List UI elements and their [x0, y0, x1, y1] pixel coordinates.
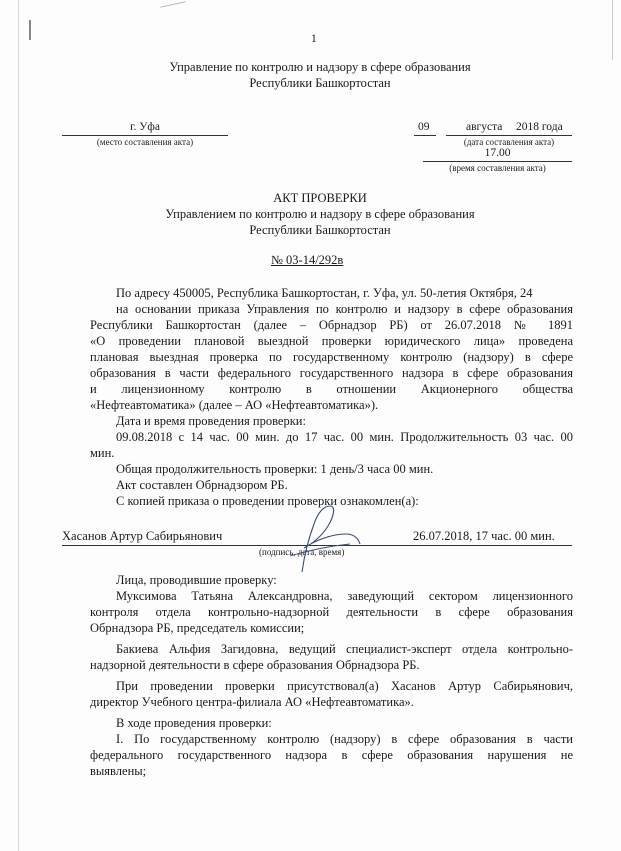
basis-line-4: плановая выездная проверка по государственному контролю (надзору) в сфере	[90, 350, 573, 364]
scan-mark	[29, 20, 31, 40]
address-line: По адресу 450005, Республика Башкортостан, г. Уфа, ул. 50-летия Октября, 24	[116, 286, 533, 300]
basis-line-7: «Нефтеавтоматика» (далее – АО «Нефтеавтоматика»).	[90, 398, 379, 412]
basis-line-2: Республики Башкортостан (далее – Обрнадзор РБ) от 26.07.2018 № 1891	[90, 318, 573, 332]
scan-edge-right	[612, 0, 613, 60]
time-underline	[423, 161, 572, 162]
place-value: г. Уфа	[130, 121, 160, 133]
date-day-underline	[414, 135, 436, 136]
page-number: 1	[311, 33, 317, 45]
datetime-label: Дата и время проведения проверки:	[116, 414, 306, 428]
findings-label: В ходе проведения проверки:	[116, 716, 272, 730]
place-underline	[62, 135, 228, 136]
act-title: АКТ ПРОВЕРКИ	[273, 191, 367, 205]
act-subtitle-2: Республики Башкортостан	[249, 223, 391, 237]
scan-scratch	[160, 1, 186, 7]
inspector-1-line-3: Обрнадзора РБ, председатель комиссии;	[90, 621, 305, 635]
signature-date: 26.07.2018, 17 час. 00 мин.	[413, 529, 555, 543]
date-month: августа	[466, 121, 503, 133]
date-underline	[446, 135, 572, 136]
date-day: 09	[418, 121, 430, 133]
basis-line-3: «О проведении плановой выездной проверки юридического лица» проведена	[90, 334, 573, 348]
place-caption: (место составления акта)	[96, 137, 194, 147]
act-subtitle-1: Управлением по контролю и надзору в сфере образования	[165, 207, 475, 221]
finding-1-line-2: федерального государственного надзора в сфере образования нарушения не	[90, 748, 573, 762]
header-line-1: Управление по контролю и надзору в сфере образования	[169, 60, 471, 74]
present-line-2: директор Учебного центра-филиала АО «Нефтеавтоматика».	[90, 695, 414, 709]
compiled-by: Акт составлен Обрнадзором РБ.	[116, 478, 288, 492]
inspector-1-line-2: контроля отдела контрольно-надзорной деятельности в сфере образования	[90, 605, 573, 619]
inspector-1-line-1: Муксимова Татьяна Александровна, заведующий сектором лицензионного	[116, 589, 573, 603]
total-duration: Общая продолжительность проверки: 1 день/3 часа 00 мин.	[116, 462, 434, 476]
inspector-2-line-2: надзорной деятельности в сфере образования Обрнадзора РБ.	[90, 658, 420, 672]
date-year: 2018 года	[516, 121, 563, 133]
basis-line-1: на основании приказа Управления по контролю и надзору в сфере образования	[116, 302, 573, 316]
time-caption: (время составления акта)	[449, 163, 546, 173]
datetime-value-2: мин.	[90, 446, 115, 460]
order-acquainted: С копией приказа о проведении проверки ознакомлен(а):	[116, 494, 419, 508]
finding-1-line-1: I. По государственному контролю (надзору) в сфере образования в части	[116, 732, 573, 746]
signature-person: Хасанов Артур Сабирьянович	[62, 529, 223, 543]
scan-edge	[18, 0, 19, 851]
signature-caption: (подпись, дата, время)	[259, 547, 345, 557]
basis-line-5: образования в части федерального государственного надзора в сфере образования	[90, 366, 573, 380]
date-caption: (дата составления акта)	[463, 137, 555, 147]
header-line-2: Республики Башкортостан	[249, 76, 391, 90]
datetime-value-1: 09.08.2018 с 14 час. 00 мин. до 17 час. 00 мин. Продолжительность 03 час. 00	[116, 430, 573, 444]
time-value: 17.00	[484, 147, 511, 159]
inspectors-label: Лица, проводившие проверку:	[116, 573, 277, 587]
handwritten-signature	[250, 500, 370, 580]
basis-line-6: и лицензионному контролю в отношении Акционерного общества	[90, 382, 573, 396]
finding-1-line-3: выявлены;	[90, 764, 147, 778]
present-line-1: При проведении проверки присутствовал(а) Хасанов Артур Сабирьянович,	[116, 679, 573, 693]
act-number: № 03-14/292в	[271, 253, 344, 267]
inspector-2-line-1: Бакиева Альфия Загидовна, ведущий специалист-эксперт отдела контрольно-	[116, 642, 573, 656]
